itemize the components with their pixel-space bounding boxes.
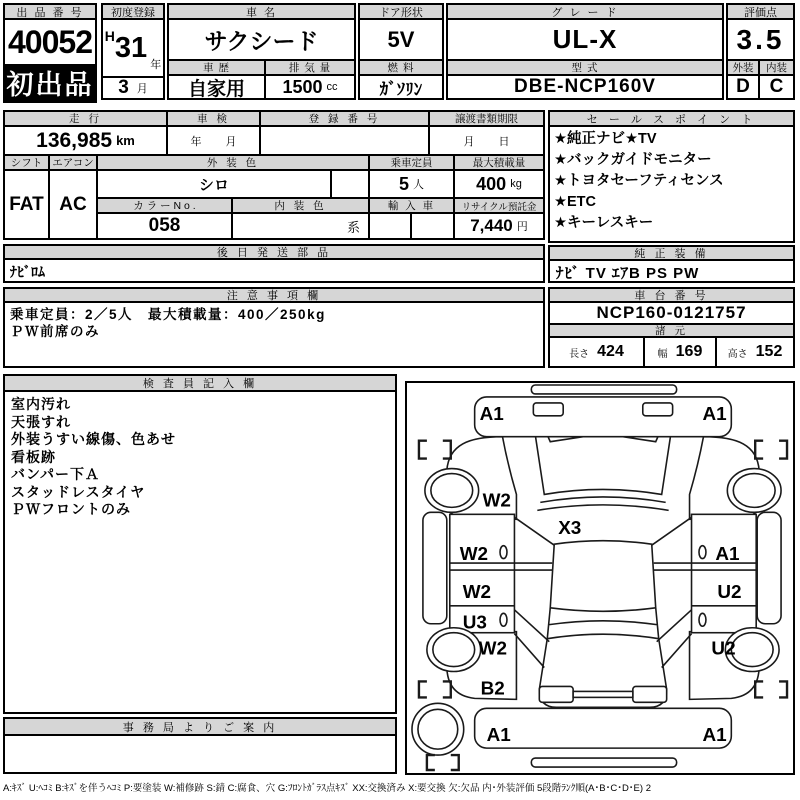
spare-tire-inner xyxy=(418,709,458,749)
car-name-block xyxy=(167,3,356,100)
year-suffix: 年 xyxy=(150,59,162,71)
score-block xyxy=(726,3,795,100)
model-value: DBE-NCP160V xyxy=(514,76,656,97)
grade-label: グ レ ー ド xyxy=(448,5,722,20)
damage-code-door1-right: A1 xyxy=(715,544,740,566)
exterior-label: 外装 xyxy=(728,61,760,76)
first-registration-month-cell xyxy=(103,78,163,98)
auction-number-label: 出 品 番 号 xyxy=(5,5,95,20)
door-handle xyxy=(699,613,706,626)
damage-code-front-fender-left: W2 xyxy=(482,490,511,512)
displacement-label: 排 気 量 xyxy=(266,61,354,76)
capacity-unit: 人 xyxy=(413,179,424,191)
license-plate-right xyxy=(633,686,667,702)
sill-left xyxy=(423,512,447,623)
damage-diagram-box xyxy=(405,381,795,775)
era-code: H xyxy=(104,28,115,44)
inspector-content xyxy=(5,392,395,523)
inspector-line: 天張すれ xyxy=(11,413,71,430)
mileage-value xyxy=(5,127,168,156)
sales-point-item: ★ETC xyxy=(554,194,596,210)
notes-line: 乗車定員：2／5人 最大積載量：400／250kg xyxy=(10,307,326,322)
length-value: 424 xyxy=(597,343,624,360)
color-no-label: カ ラ ー N o . xyxy=(98,199,233,214)
score-value: 3.5 xyxy=(728,20,793,61)
inspection-label: 車 検 xyxy=(168,112,261,127)
headlight-left xyxy=(533,403,563,416)
cowl-arcs xyxy=(537,497,668,510)
transfer-day-unit: 日 xyxy=(498,135,510,148)
exterior-grade: D xyxy=(728,76,760,98)
length-label: 長さ xyxy=(569,348,590,360)
history-label: 車 歴 xyxy=(169,61,266,76)
damage-code-windshield: X3 xyxy=(558,518,582,540)
model-label: 型 式 xyxy=(448,61,722,76)
recycle-label: リサイクル預託金 xyxy=(455,199,543,214)
notes-label: 注 意 事 項 欄 xyxy=(5,289,543,303)
inspector-label: 検 査 員 記 入 欄 xyxy=(5,376,395,392)
max-load-value xyxy=(455,171,543,199)
chassis-number: NCP160-0121757 xyxy=(550,303,793,325)
height-value: 152 xyxy=(755,343,783,360)
first-registration-year-cell xyxy=(103,20,163,78)
max-load-number: 400 xyxy=(476,173,507,194)
interior-color-label: 内 装 色 xyxy=(233,199,370,214)
auction-number: 40052 xyxy=(8,23,92,60)
wheel-front-right-inner xyxy=(733,474,775,508)
registration-number-value xyxy=(261,127,430,156)
first-listing-badge: 初出品 xyxy=(5,64,95,101)
displacement-value xyxy=(266,76,354,98)
later-parts-label: 後 日 発 送 部 品 xyxy=(5,246,543,260)
damage-code-front-bumper-right: A1 xyxy=(702,403,727,425)
color-no-value: 058 xyxy=(98,214,233,238)
spec-label: 諸 元 xyxy=(550,325,793,338)
chassis-block xyxy=(548,287,795,368)
transfer-month-unit: 月 xyxy=(463,135,475,148)
interior-color-value: 系 xyxy=(233,214,370,238)
notes-block xyxy=(3,287,545,368)
door-handle xyxy=(500,613,507,626)
history-value: 自家用 xyxy=(169,76,266,98)
car-name-label: 車 名 xyxy=(169,5,354,20)
damage-code-rear-corner-left: B2 xyxy=(480,678,505,700)
capacity-number: 5 xyxy=(398,173,409,194)
grade-block xyxy=(446,3,724,100)
shift-label: シフト xyxy=(5,156,50,171)
recycle-value xyxy=(455,214,543,238)
door-handle xyxy=(500,546,507,559)
interior-label: 内装 xyxy=(760,61,793,76)
width-label: 幅 xyxy=(657,348,668,360)
inspection-month-unit: 月 xyxy=(225,135,237,148)
mileage-unit: km xyxy=(116,133,135,148)
chassis-label: 車 台 番 号 xyxy=(550,289,793,303)
vehicle-data-table xyxy=(3,110,545,240)
inspector-block xyxy=(3,374,397,714)
damage-code-rear-fender-right: U2 xyxy=(711,638,736,660)
sales-point-item: ★純正ナビ★TV xyxy=(554,131,657,147)
height-label: 高さ xyxy=(727,348,748,360)
license-bar xyxy=(573,691,633,697)
auction-number-block xyxy=(3,3,97,103)
inspector-line: 室内汚れ xyxy=(11,396,71,412)
damage-code-door2-right: U2 xyxy=(717,581,742,603)
mileage-number: 136,985 xyxy=(36,128,113,152)
import-value-b xyxy=(412,214,455,238)
first-registration-label: 初度登録 xyxy=(103,5,163,20)
wheel-rear-left-inner xyxy=(433,633,475,667)
sales-points-list xyxy=(550,127,793,236)
transfer-deadline-value xyxy=(430,127,543,156)
grade-value: UL-X xyxy=(448,20,722,61)
sales-points-block xyxy=(548,110,795,243)
inspector-line: 看板跡 xyxy=(11,448,56,465)
aircon-label: エアコン xyxy=(50,156,98,171)
inspector-line: 外装うすい線傷、色あせ xyxy=(11,431,176,447)
roof-shape xyxy=(550,541,655,612)
import-label: 輸 入 車 xyxy=(370,199,455,214)
office-block xyxy=(3,717,397,774)
fuel-label: 燃 料 xyxy=(360,61,442,76)
rear-bumper-shape xyxy=(475,708,732,748)
wheel-rear-right-inner xyxy=(731,633,773,667)
damage-code-door3-left: U3 xyxy=(462,612,487,634)
fuel-value: ｶﾞｿﾘﾝ xyxy=(379,79,423,99)
sales-point-item: ★トヨタセーフティセンス xyxy=(554,173,724,189)
shift-value: FAT xyxy=(5,171,50,238)
equipment-block xyxy=(548,245,795,283)
rear-bottom-bar xyxy=(531,758,676,767)
exterior-color-sub-cell xyxy=(332,171,370,199)
first-registration-year: 31 xyxy=(114,31,148,64)
damage-code-front-bumper-left: A1 xyxy=(479,403,504,425)
sill-right xyxy=(757,512,781,623)
interior-grade: C xyxy=(769,76,784,97)
equipment-value: ﾅﾋﾞ TV ｴｱB PS PW xyxy=(556,265,700,282)
door-shape-block xyxy=(358,3,444,100)
damage-code-rear-fender-left: W2 xyxy=(478,638,507,660)
damage-code-rear-bumper-right: A1 xyxy=(702,725,727,747)
import-value-a xyxy=(370,214,412,238)
sales-point-item: ★バックガイドモニター xyxy=(554,152,712,168)
exterior-color-value: シロ xyxy=(98,171,332,199)
width-value: 169 xyxy=(675,343,703,360)
score-label: 評価点 xyxy=(728,5,793,20)
registration-number-label: 登 録 番 号 xyxy=(261,112,430,127)
capacity-label: 乗車定員 xyxy=(370,156,455,171)
notes-content xyxy=(5,303,543,343)
license-plate-left xyxy=(539,686,573,702)
car-name: サクシード xyxy=(169,20,354,61)
front-bumper-shape xyxy=(475,397,732,437)
month-suffix: 月 xyxy=(136,83,148,95)
door-handle xyxy=(699,546,706,559)
sales-point-item: ★キーレスキー xyxy=(554,215,654,231)
capacity-value xyxy=(370,171,455,199)
office-label: 事 務 局 よ り ご 案 内 xyxy=(5,719,395,736)
door-shape-value: 5V xyxy=(360,20,442,61)
notes-line: ＰＷ前席のみ xyxy=(10,324,100,339)
car-top-view-diagram xyxy=(407,383,793,773)
first-registration-month: 3 xyxy=(118,77,129,98)
displacement-number: 1500 xyxy=(282,76,323,97)
inspector-line: ＰＷフロントのみ xyxy=(11,501,131,517)
later-parts-value: ﾅﾋﾞﾛﾑ xyxy=(10,264,45,280)
inspection-value xyxy=(168,127,261,156)
displacement-unit: cc xyxy=(326,81,338,93)
max-load-label: 最大積載量 xyxy=(455,156,543,171)
inspection-year-unit: 年 xyxy=(190,135,202,148)
damage-code-legend: A:ｷｽﾞ U:ﾍｺﾐ B:ｷｽﾞを伴うﾍｺﾐ P:要塗装 W:補修跡 S:錆 C:腐食、穴 G:ﾌﾛﾝﾄｶﾞﾗｽ点ｷｽﾞ XX:交換済み X:要交換 欠:欠品 内･外装評価 5段階ﾗﾝｸ順(A･B･C･D･E) 2 xyxy=(3,783,651,794)
transfer-deadline-label: 譲渡書類期限 xyxy=(430,112,543,127)
spec-width xyxy=(645,338,717,366)
rear-window-band xyxy=(547,608,658,639)
inspector-line: スタッドレスタイヤ xyxy=(11,483,146,500)
door-shape-label: ドア形状 xyxy=(360,5,442,20)
spec-height xyxy=(717,338,793,366)
max-load-unit: kg xyxy=(510,178,522,190)
exterior-color-label: 外 装 色 xyxy=(98,156,370,171)
first-registration-block xyxy=(101,3,165,100)
damage-code-rear-bumper-left: A1 xyxy=(486,725,511,747)
recycle-unit: 円 xyxy=(516,221,528,233)
mileage-label: 走 行 xyxy=(5,112,168,127)
inspector-line: バンパー下Ａ xyxy=(11,466,101,482)
aircon-value: AC xyxy=(50,171,98,238)
later-parts-block xyxy=(3,244,545,283)
damage-code-door2-left: W2 xyxy=(462,581,492,603)
wheel-front-left-inner xyxy=(431,474,473,508)
front-top-bar xyxy=(531,385,676,394)
equipment-label: 純 正 装 備 xyxy=(550,247,793,261)
sales-points-label: セ ー ル ス ポ イ ン ト xyxy=(550,112,793,127)
recycle-number: 7,440 xyxy=(470,216,513,235)
headlight-right xyxy=(643,403,673,416)
spec-length xyxy=(550,338,645,366)
damage-code-door1-left: W2 xyxy=(459,544,489,566)
